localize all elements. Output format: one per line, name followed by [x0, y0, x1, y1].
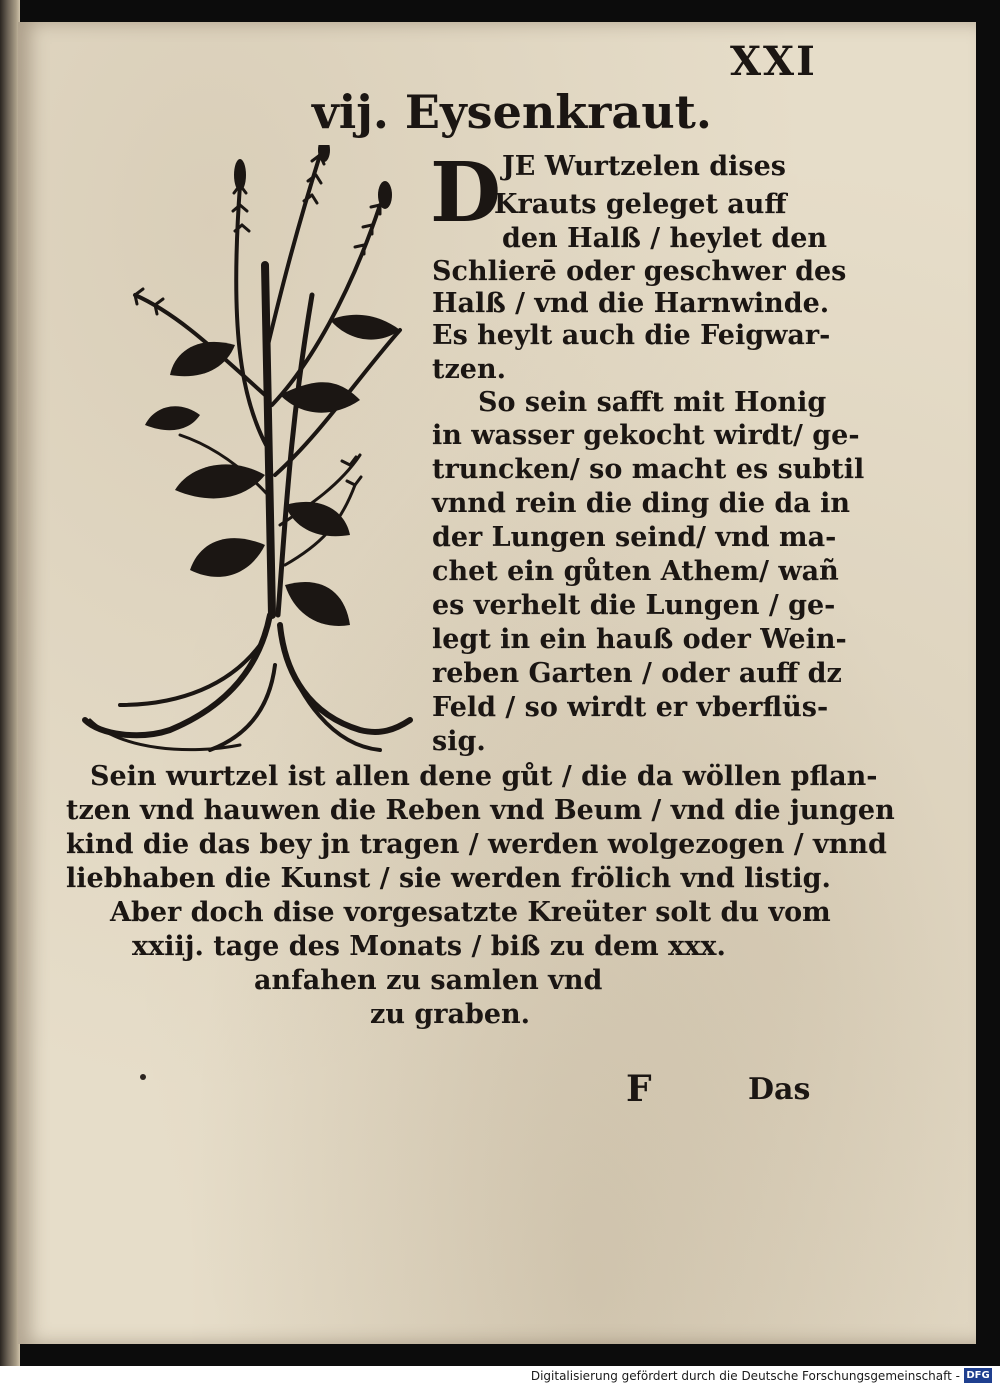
ink-dot — [140, 1074, 146, 1080]
dfg-logo: DFG — [964, 1368, 992, 1383]
text-line: chet ein gůten Athem/ wañ — [432, 556, 839, 587]
text-line: der Lungen seind/ vnd ma- — [432, 522, 837, 553]
text-line: sig. — [432, 726, 486, 757]
text-line: zu graben. — [370, 999, 531, 1030]
book-binding-edge — [0, 0, 20, 1366]
text-line: in wasser gekocht wirdt/ ge- — [432, 420, 860, 451]
footer-bar — [0, 1366, 1000, 1386]
text-line: vnnd rein die ding die da in — [432, 488, 851, 519]
text-line: kind die das bey jn tragen / werden wolgezogen / vnnd — [66, 829, 887, 860]
text-line: JE Wurtzelen dises — [502, 151, 787, 182]
text-line: Sein wurtzel ist allen dene gůt / die da wöllen pflan- — [90, 761, 878, 792]
funding-credit: Digitalisierung gefördert durch die Deutsche Forschungsgemeinschaft - — [530, 1369, 960, 1383]
text-line: tzen. — [432, 354, 507, 385]
text-line: liebhaben die Kunst / sie werden frölich vnd listig. — [66, 863, 831, 894]
text-line: anfahen zu samlen vnd — [254, 965, 603, 996]
text-line: Feld / so wirdt er vberflüs- — [432, 692, 829, 723]
text-line: Halß / vnd die Harnwinde. — [432, 288, 830, 319]
text-line: Schlierē oder geschwer des — [432, 256, 847, 287]
text-line: legt in ein hauß oder Wein- — [432, 624, 847, 655]
text-line: den Halß / heylet den — [502, 223, 828, 254]
chapter-heading: vij. Eysenkraut. — [312, 85, 712, 139]
text-line: Es heylt auch die Feigwar- — [432, 320, 831, 351]
folio-number: XXI — [730, 38, 817, 85]
text-line: truncken/ so macht es subtil — [432, 454, 865, 485]
text-line: tzen vnd hauwen die Reben vnd Beum / vnd die jungen — [66, 795, 895, 826]
catchword: Das — [748, 1072, 811, 1107]
text-line: es verhelt die Lungen / ge- — [432, 590, 836, 621]
text-line: So sein safft mit Honig — [478, 387, 827, 418]
text-line: Aber doch dise vorgesatzte Kreüter solt du vom — [110, 897, 831, 928]
drop-cap-initial: D — [430, 145, 502, 241]
text-line: Krauts geleget auff — [494, 189, 787, 220]
woodcut-plant-illustration — [80, 145, 420, 760]
text-line: xxiij. tage des Monats / biß zu dem xxx. — [132, 931, 726, 962]
text-line: reben Garten / oder auff dz — [432, 658, 842, 689]
signature-mark: F — [626, 1068, 652, 1110]
